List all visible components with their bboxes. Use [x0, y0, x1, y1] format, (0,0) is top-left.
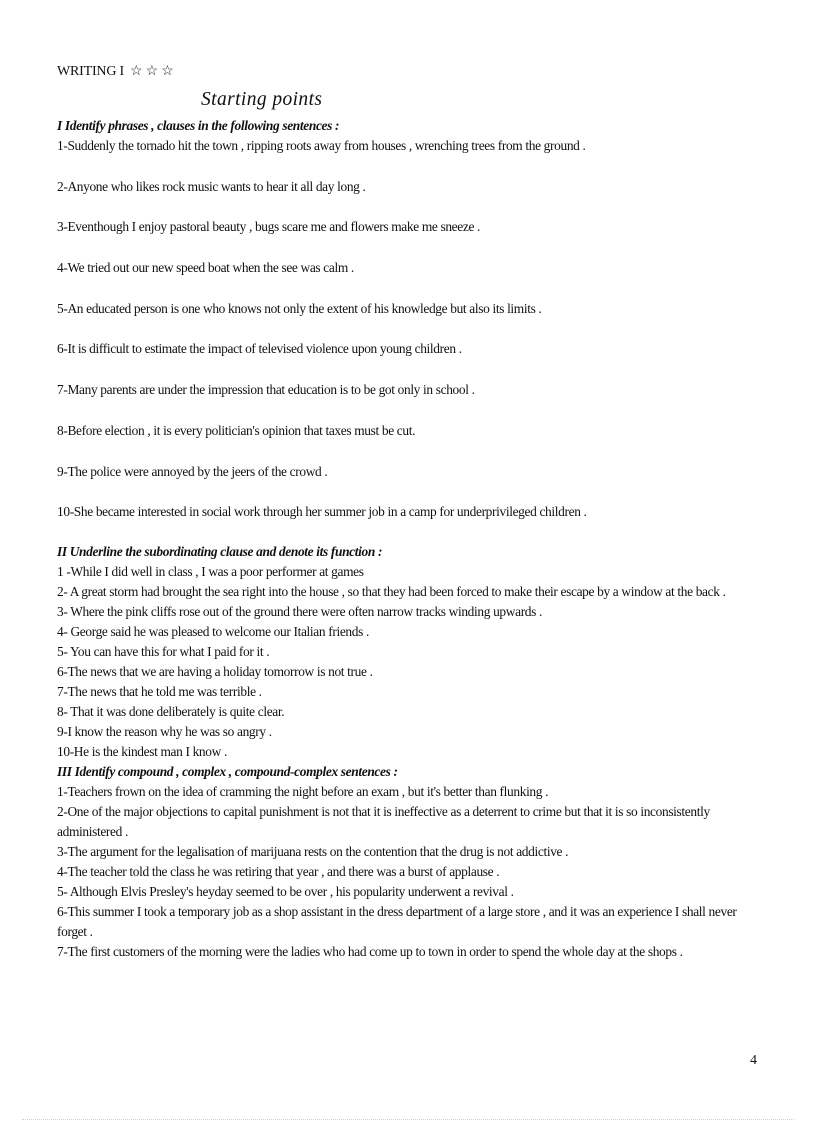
exercise-section-1 [57, 116, 757, 522]
sentence-item: 1-Teachers frown on the idea of cramming the night before an exam , but it's better than flunking . [57, 784, 549, 800]
sentence-item: 3-Eventhough I enjoy pastoral beauty , bugs scare me and flowers make me sneeze . [57, 219, 481, 235]
sentence-item: 5- You can have this for what I paid for it . [57, 644, 270, 660]
page-title: Starting points [201, 89, 323, 110]
exercise-section-3 [57, 762, 757, 962]
sentence-item: 4- George said he was pleased to welcome our Italian friends . [57, 624, 369, 640]
sentence-item: 5- Although Elvis Presley's heyday seemed to be over , his popularity underwent a revival . [57, 884, 514, 900]
sentence-item: 6-It is difficult to estimate the impact of televised violence upon young children . [57, 341, 462, 357]
page-header [57, 63, 177, 80]
star-rating-icon: ☆☆☆ [130, 64, 177, 79]
sentence-item: 2-One of the major objections to capital punishment is not that it is ineffective as a deterrent to crime but that it is so inconsistently administered . [57, 804, 710, 840]
sentence-item: 6-This summer I took a temporary job as a shop assistant in the dress department of a large store , and it was an experience I shall never forget . [57, 904, 737, 940]
sentence-item: 7-The news that he told me was terrible . [57, 684, 262, 700]
section-2-heading: II Underline the subordinating clause and denote its function : [57, 544, 383, 560]
sentence-item: 4-We tried out our new speed boat when the see was calm . [57, 260, 354, 276]
sentence-item: 9-I know the reason why he was so angry . [57, 724, 272, 740]
page-number: 4 [750, 1053, 757, 1068]
sentence-item: 7-Many parents are under the impression that education is to be got only in school . [57, 382, 475, 398]
sentence-item: 4-The teacher told the class he was retiring that year , and there was a burst of applause . [57, 864, 500, 880]
page-bottom-divider [22, 1119, 794, 1120]
sentence-item: 6-The news that we are having a holiday tomorrow is not true . [57, 664, 373, 680]
sentence-item: 8-Before election , it is every politician's opinion that taxes must be cut. [57, 422, 416, 438]
sentence-item: 1-Suddenly the tornado hit the town , ripping roots away from houses , wrenching trees from the ground . [57, 138, 586, 153]
sentence-item: 2- A great storm had brought the sea right into the house , so that they had been forced to make their escape by a window at the back . [57, 584, 726, 600]
section-3-heading: III Identify compound , complex , compound-complex sentences : [57, 764, 398, 780]
sentence-item: 8- That it was done deliberately is quite clear. [57, 704, 285, 720]
sentence-item: 9-The police were annoyed by the jeers of the crowd . [57, 463, 328, 479]
sentence-item: 1 -While I did well in class , I was a poor performer at games [57, 564, 364, 580]
sentence-item: 3- Where the pink cliffs rose out of the ground there were often narrow tracks winding upwards . [57, 604, 543, 620]
sentence-item: 2-Anyone who likes rock music wants to hear it all day long . [57, 178, 366, 194]
sentence-item: 3-The argument for the legalisation of marijuana rests on the contention that the drug is not addictive . [57, 844, 569, 860]
header-label: WRITING I [57, 64, 125, 79]
sentence-item: 7-The first customers of the morning were the ladies who had come up to town in order to spend the whole day at the shops . [57, 944, 683, 960]
sentence-item: 10-She became interested in social work through her summer job in a camp for underprivileged children . [57, 504, 587, 520]
sentence-item: 10-He is the kindest man I know . [57, 744, 227, 760]
exercise-content [57, 116, 757, 962]
sentence-item: 5-An educated person is one who knows not only the extent of his knowledge but also its limits . [57, 300, 542, 316]
exercise-section-2 [57, 542, 757, 762]
section-1-heading: I Identify phrases , clauses in the following sentences : [57, 118, 340, 133]
